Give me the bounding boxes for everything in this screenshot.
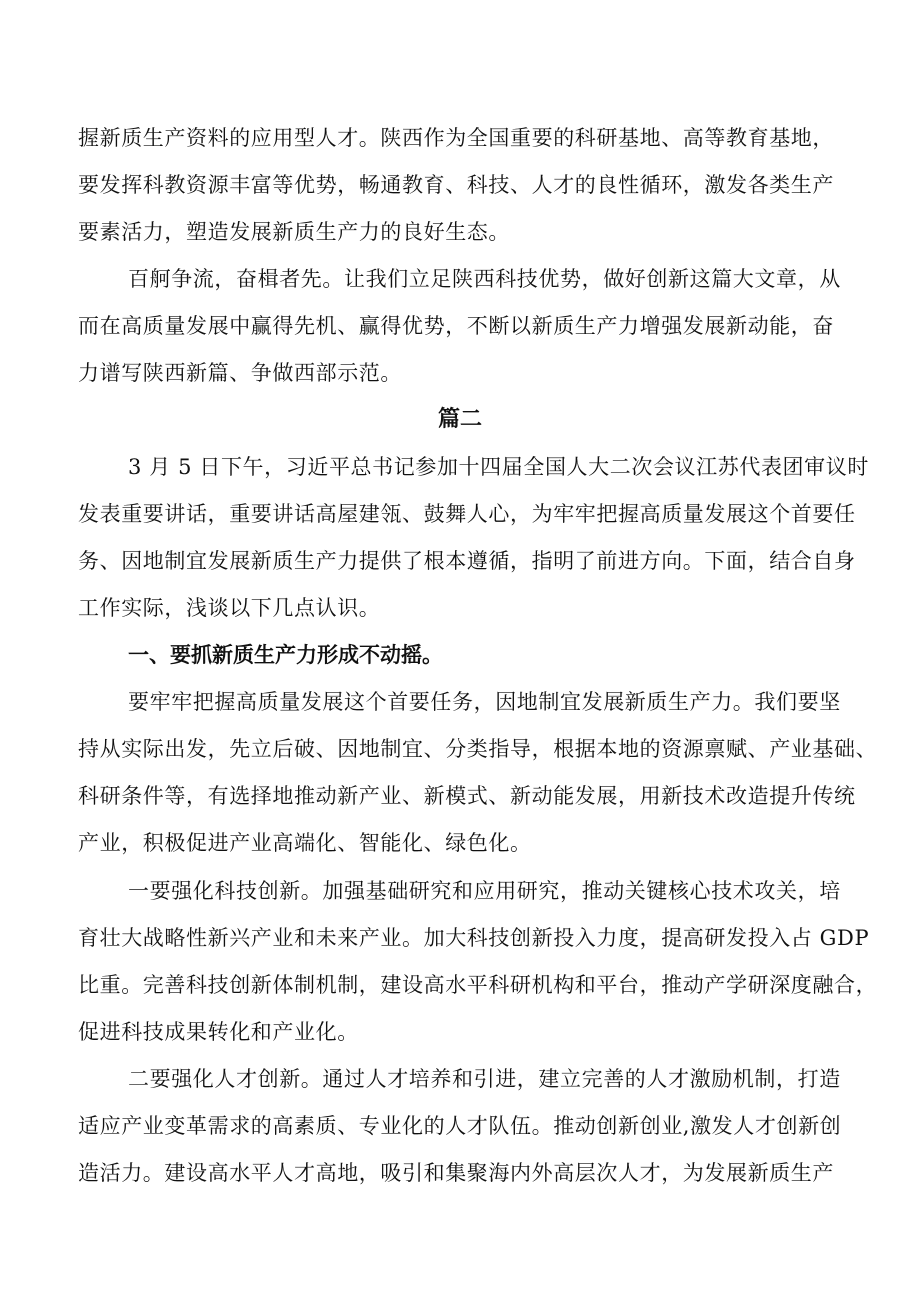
paragraph-line: 要发挥科教资源丰富等优势，畅通教育、科技、人才的良性循环，激发各类生产 [78,173,834,197]
paragraph-line: 务、因地制宜发展新质生产力提供了根本遵循，指明了前进方向。下面，结合自身 [78,549,856,573]
paragraph-line: 促进科技成果转化和产业化。 [78,1020,359,1044]
paragraph-line: 百舸争流，奋楫者先。让我们立足陕西科技优势，做好创新这篇大文章，从 [128,267,841,291]
subheading: 一、要抓新质生产力形成不动摇。 [128,643,443,667]
paragraph-line: 发表重要讲话，重要讲话高屋建瓴、鼓舞人心，为牢牢把握高质量发展这个首要任 [78,502,856,526]
paragraph-line: 持从实际出发，先立后破、因地制宜、分类指导，根据本地的资源禀赋、产业基础、 [78,737,878,761]
section-title: 篇二 [437,407,482,432]
paragraph-line: 握新质生产资料的应用型人才。陕西作为全国重要的科研基地、高等教育基地， [78,126,834,150]
paragraph-line: 二要强化人才创新。通过人才培养和引进，建立完善的人才激励机制，打造 [128,1067,841,1091]
paragraph-line: 而在高质量发展中赢得先机、赢得优势，不断以新质生产力增强发展新动能，奋 [78,314,834,338]
paragraph-line: 要牢牢把握高质量发展这个首要任务，因地制宜发展新质生产力。我们要坚 [128,690,841,714]
paragraph-line: 产业，积极促进产业高端化、智能化、绿色化。 [78,831,532,855]
paragraph-line: 要素活力，塑造发展新质生产力的良好生态。 [78,220,510,244]
paragraph-line: 比重。完善科技创新体制机制，建设高水平科研机构和平台，推动产学研深度融合， [78,973,878,997]
paragraph-line: 一要强化科技创新。加强基础研究和应用研究，推动关键核心技术攻关，培 [128,879,841,903]
paragraph-line: 科研条件等，有选择地推动新产业、新模式、新动能发展，用新技术改造提升传统 [78,784,856,808]
paragraph-line: 3 月 5 日下午，习近平总书记参加十四届全国人大二次会议江苏代表团审议时 [128,455,869,479]
paragraph-line: 造活力。建设高水平人才高地，吸引和集聚海内外高层次人才，为发展新质生产 [78,1161,834,1185]
paragraph-line: 工作实际，浅谈以下几点认识。 [78,596,381,620]
paragraph-line: 力谱写陕西新篇、争做西部示范。 [78,361,402,385]
paragraph-line: 适应产业变革需求的高素质、专业化的人才队伍。推动创新创业,激发人才创新创 [78,1114,842,1138]
paragraph-line: 育壮大战略性新兴产业和未来产业。加大科技创新投入力度，提高研发投入占 GDP [78,926,870,950]
